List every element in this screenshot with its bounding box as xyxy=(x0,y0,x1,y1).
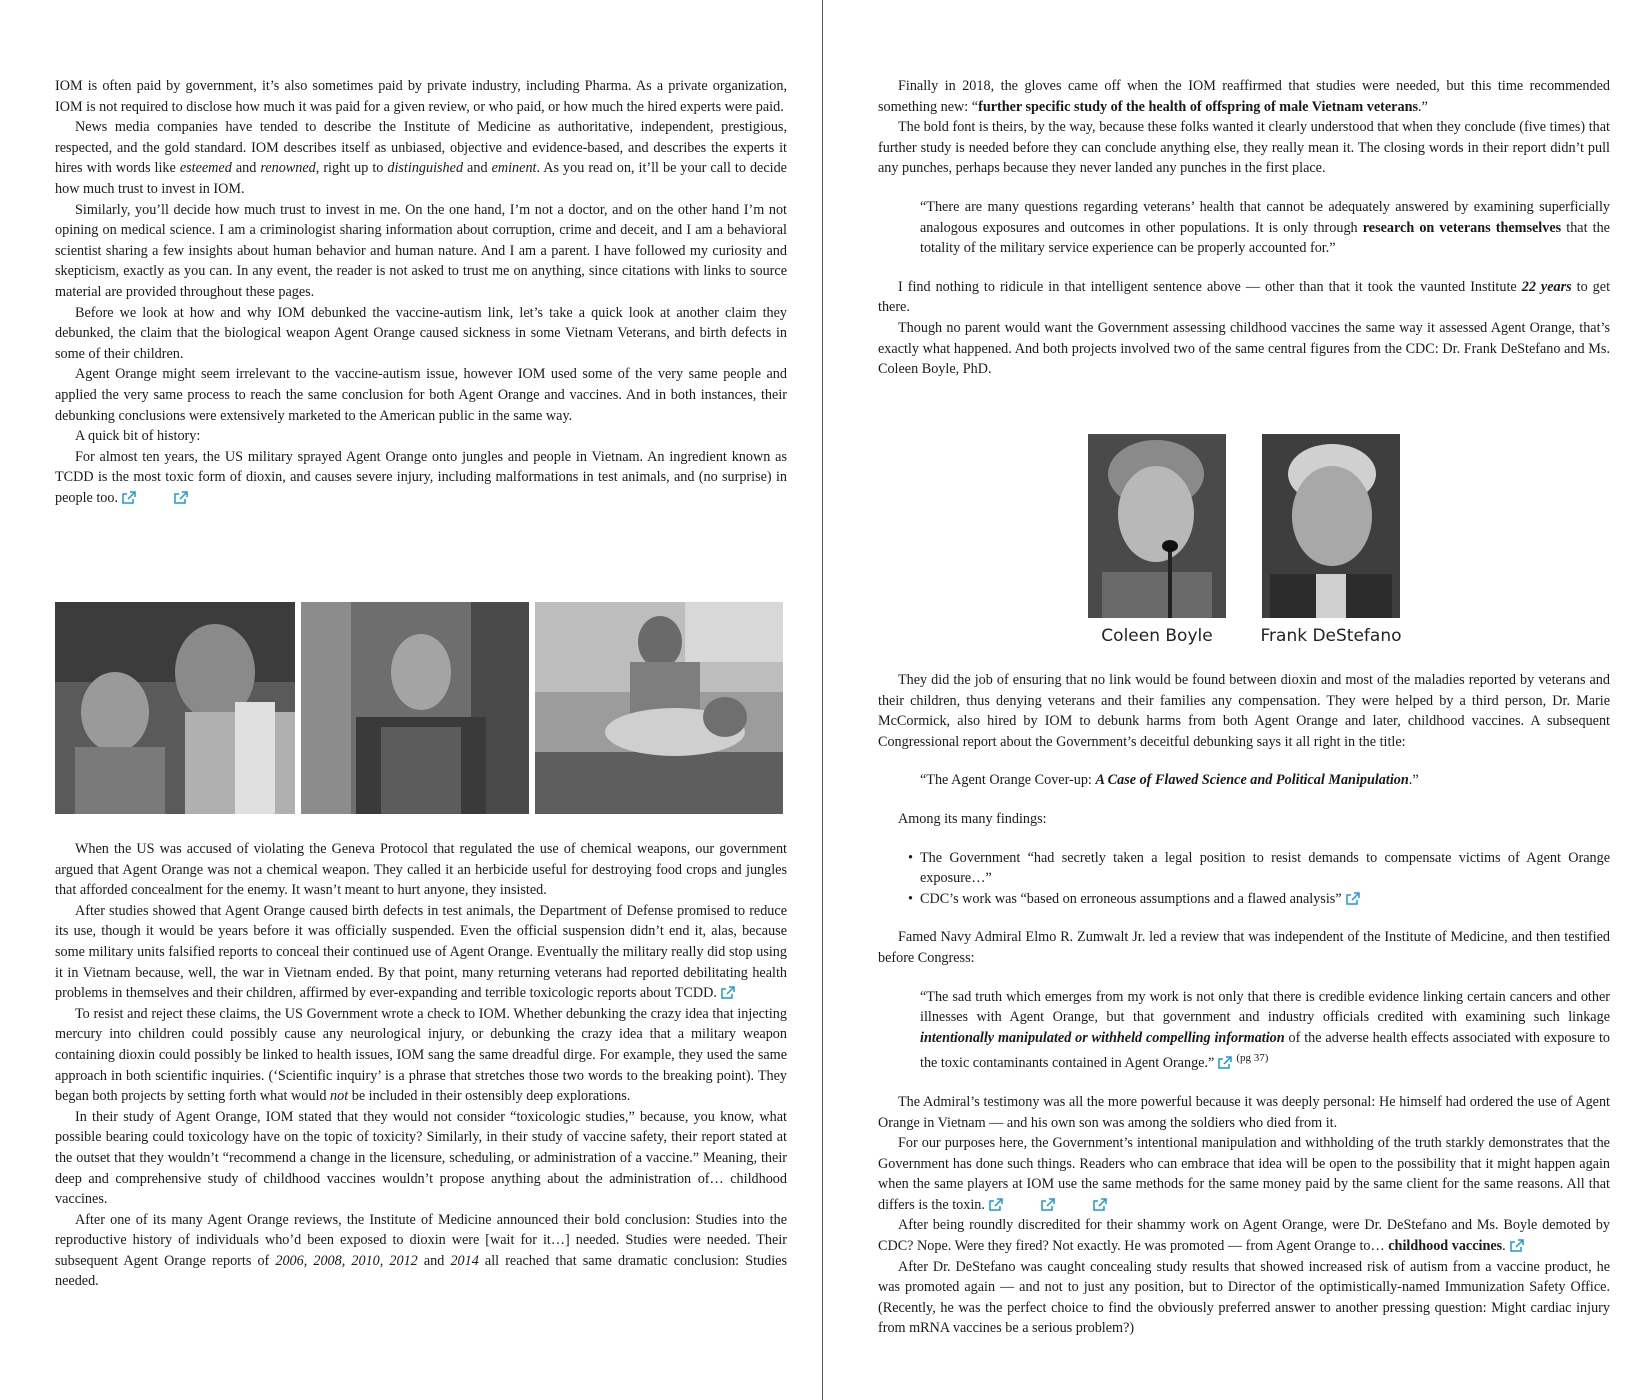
paragraph: For our purposes here, the Government’s intentional manipulation and withholding of the truth starkly demonstrates that the Government has done such things. Readers who can embrace that idea will be open to the possibility that it might happen again when the same players at IOM use the same methods for the same money paid by the same client for the same reasons. All that differs is the toxin. xyxy=(878,1135,1610,1213)
paragraph: After one of its many Agent Orange reviews, the Institute of Medicine announced their bold conclusion: Studies into the reproductive history of individuals who’d been exposed to dioxin were [wait for it…] needed. Studies were needed. Their subsequent Agent Orange reports of 2006, 2008, 2010, 2012 and 2014 all reached that same dramatic conclusion: Studies needed. xyxy=(55,1211,787,1290)
paragraph: For almost ten years, the US military sprayed Agent Orange onto jungles and people in Vietnam. An ingredient known as TCDD is the most toxic form of dioxin, and causes severe injury, including malformations in test animals, and (no surprise) in people too. xyxy=(55,448,787,506)
photo-victims-1 xyxy=(55,602,295,814)
paragraph: To resist and reject these claims, the US Government wrote a check to IOM. Whether debunking the crazy idea that injecting mercury into children could possibly cause any neurological injury, or debunking the crazy idea that a military weapon containing dioxin could possibly be linked to health issues, IOM sang the same dreadful dirge. For example, they used the same approach in both scientific inquiries. (‘Scientific inquiry’ is a phrase that stretches those two words to the breaking point). They began both projects by setting forth what would not be included in their ostensibly deep explorations. xyxy=(55,1005,787,1105)
quote-zumwalt: “The sad truth which emerges from my work is not only that there is credible evidence linking certain cancers and other illnesses with Agent Orange, but that government and industry officials credited with examining such linkage intentionally manipulated or withheld compelling information of the adverse health effects associated with exposure to the toxic contaminants contained in Agent Orange.” $^{(pg 37)}$ xyxy=(920,988,1610,1072)
paragraph: Famed Navy Admiral Elmo R. Zumwalt Jr. led a review that was independent of the Institute of Medicine, and then testified before Congress: xyxy=(878,929,1610,966)
paragraph: IOM is often paid by government, it’s also sometimes paid by private industry, including Pharma. As a private organization, IOM is not required to disclose how much it was paid for a given review, or who paid, or how much the hired experts were paid. xyxy=(55,78,787,115)
caption-coleen-boyle: Coleen Boyle xyxy=(1101,626,1213,646)
paragraph: When the US was accused of violating the Geneva Protocol that regulated the use of chemical weapons, our government argued that Agent Orange was not a chemical weapon. They called it an herbicide useful for destroying food crops and jungles that afforded concealment for the enemy. It wasn’t meant to hurt anyone, they insisted. xyxy=(55,841,787,899)
paragraph: News media companies have tended to describe the Institute of Medicine as authoritative, independent, prestigious, respected, and the gold standard. IOM describes itself as unbiased, objective and evidence-based, and describes the experts it hires with words like esteemed and renowned, right up to distinguished and eminent. As you read on, it’ll be your call to decide how much trust to invest in IOM. xyxy=(55,119,787,197)
paragraph: In their study of Agent Orange, IOM stated that they would not consider “toxicologic studies,” because, you know, what possible bearing could toxicology have on the topic of toxicity? Similarly, in their study of vaccine safety, their report stated at the outset that they wouldn’t “recommend a change in the licensure, scheduling, or administration of a vaccine.” Meaning, their deep and comprehensive study of childhood vaccines wouldn’t propose anything about the administration of… childhood vaccines. xyxy=(55,1108,787,1208)
external-link-icon[interactable] xyxy=(1510,1239,1524,1252)
quote-iom-closing: “There are many questions regarding veterans’ health that cannot be adequately answered by examining superficially analogous exposures and outcomes in other populations. It is only through research on veterans themselves that the totality of the military service experience can be properly accounted for.” xyxy=(920,198,1610,257)
paragraph: Similarly, you’ll decide how much trust to invest in me. On the one hand, I’m not a doctor, and on the other hand I’m not opining on medical science. I am a criminologist sharing information about corruption, crime and deceit, and I am a behavioral scientist sharing a few insights about human behavior and human nature. And I am a parent. I have followed my curiosity and skepticism, exactly as you can. In any event, the reader is not asked to trust me on anything, since citations with links to source material are provided throughout these pages. xyxy=(55,201,787,300)
paragraph: After studies showed that Agent Orange caused birth defects in test animals, the Department of Defense promised to reduce its use, though it would be years before it was officially suspended. Even the official suspension didn’t end it, alas, because some military units falsified reports to conceal their continued use of Agent Orange. Eventually the military really did stop using it in Vietnam because, well, the war in Vietnam ended. By that point, many returning veterans had reported debilitating health problems in themselves and their children, affirmed by ever-expanding and terrible toxicologic reports about TCDD. xyxy=(55,902,787,1002)
caption-frank-destefano: Frank DeStefano xyxy=(1260,626,1402,646)
left-page-column xyxy=(55,76,787,508)
paragraph: They did the job of ensuring that no link would be found between dioxin and most of the maladies reported by veterans and their children, thus denying veterans and their families any compensation. They were helped by a third person, Dr. Marie McCormick, also hired by IOM to debunk harms from both Agent Orange and later, childhood vaccines. A subsequent Congressional report about the Government’s deceitful debunking says it all right in the title: xyxy=(878,672,1610,750)
external-link-icon[interactable] xyxy=(122,491,136,504)
cdc-portraits xyxy=(1088,434,1400,646)
photo-coleen-boyle xyxy=(1088,434,1226,618)
paragraph: A quick bit of history: xyxy=(75,428,201,445)
paragraph: The Admiral’s testimony was all the more powerful because it was deeply personal: He himself had ordered the use of Agent Orange in Vietnam — and his own son was among the soldiers who died from it. xyxy=(878,1093,1610,1131)
external-link-icon[interactable] xyxy=(174,491,188,504)
external-link-icon[interactable] xyxy=(1346,892,1360,905)
photo-children-field xyxy=(535,602,783,814)
portrait-frank-destefano xyxy=(1262,434,1400,646)
paragraph: Finally in 2018, the gloves came off when the IOM reaffirmed that studies were needed, but this time recommended something new: “further specific study of the health of offspring of male Vietnam veterans.” xyxy=(878,78,1610,115)
paragraph: The bold font is theirs, by the way, because these folks wanted it clearly understood that when they conclude (five times) that further study is needed before they can conclude anything else, they really mean it. The closing words in their report didn’t pull any punches, perhaps because they never landed any punches in the first place. xyxy=(878,119,1610,177)
page-reference: (pg 37) xyxy=(1236,1052,1269,1065)
portrait-coleen-boyle xyxy=(1088,434,1226,646)
external-link-icon[interactable] xyxy=(1041,1198,1055,1211)
findings-list xyxy=(908,848,1610,910)
external-link-icon[interactable] xyxy=(1218,1056,1232,1069)
external-link-icon[interactable] xyxy=(1093,1198,1107,1211)
paragraph: Though no parent would want the Government assessing childhood vaccines the same way it assessed Agent Orange, that’s exactly what happened. And both projects involved two of the same central figures from the CDC: Dr. Frank DeStefano and Ms. Coleen Boyle, PhD. xyxy=(878,319,1610,378)
external-link-icon[interactable] xyxy=(989,1198,1003,1211)
list-item: • CDC’s work was “based on erroneous assumptions and a flawed analysis” xyxy=(908,889,1610,910)
paragraph: Among its many findings: xyxy=(898,810,1047,827)
right-page-column-lower xyxy=(878,670,1610,1339)
list-item: • The Government “had secretly taken a legal position to resist demands to compensate victims of Agent Orange exposure…” xyxy=(908,848,1610,889)
left-page-column-lower xyxy=(55,839,787,1292)
paragraph: I find nothing to ridicule in that intelligent sentence above — other than that it took the vaunted Institute 22 years to get there. xyxy=(878,278,1611,316)
page-gutter-line xyxy=(822,0,823,1400)
paragraph: Agent Orange might seem irrelevant to the vaccine-autism issue, however IOM used some of the very same people and applied the very same process to reach the same conclusion for both Agent Orange and vaccines. And in both instances, their debunking conclusions were extensively marketed to the American public in the same way. xyxy=(55,366,787,424)
paragraph: After Dr. DeStefano was caught concealing study results that showed increased risk of autism from a vaccine product, he was promoted again — and not to just any position, but to Director of the optimistically-named Immunization Safety Office. (Recently, he was the perfect choice to find the obviously preferred answer to another pressing question: Might cardiac injury from mRNA vaccines be a serious problem?) xyxy=(878,1258,1610,1337)
quote-congressional-title: “The Agent Orange Cover-up: A Case of Flawed Science and Political Manipulation.” xyxy=(920,772,1419,789)
photo-frank-destefano xyxy=(1262,434,1400,618)
photo-man-smiling xyxy=(301,602,529,814)
agent-orange-photo-strip xyxy=(55,602,783,814)
external-link-icon[interactable] xyxy=(721,986,735,999)
right-page-column xyxy=(878,76,1610,380)
paragraph: Before we look at how and why IOM debunked the vaccine-autism link, let’s take a quick look at another claim they debunked, the claim that the biological weapon Agent Orange caused sickness in some Vietnam Veterans, and birth defects in some of their children. xyxy=(55,304,787,362)
paragraph: After being roundly discredited for their shammy work on Agent Orange, were Dr. DeStefano and Ms. Boyle demoted by CDC? Nope. Were they fired? Not exactly. He was promoted — from Agent Orange to… childhood vaccines. xyxy=(878,1217,1610,1255)
